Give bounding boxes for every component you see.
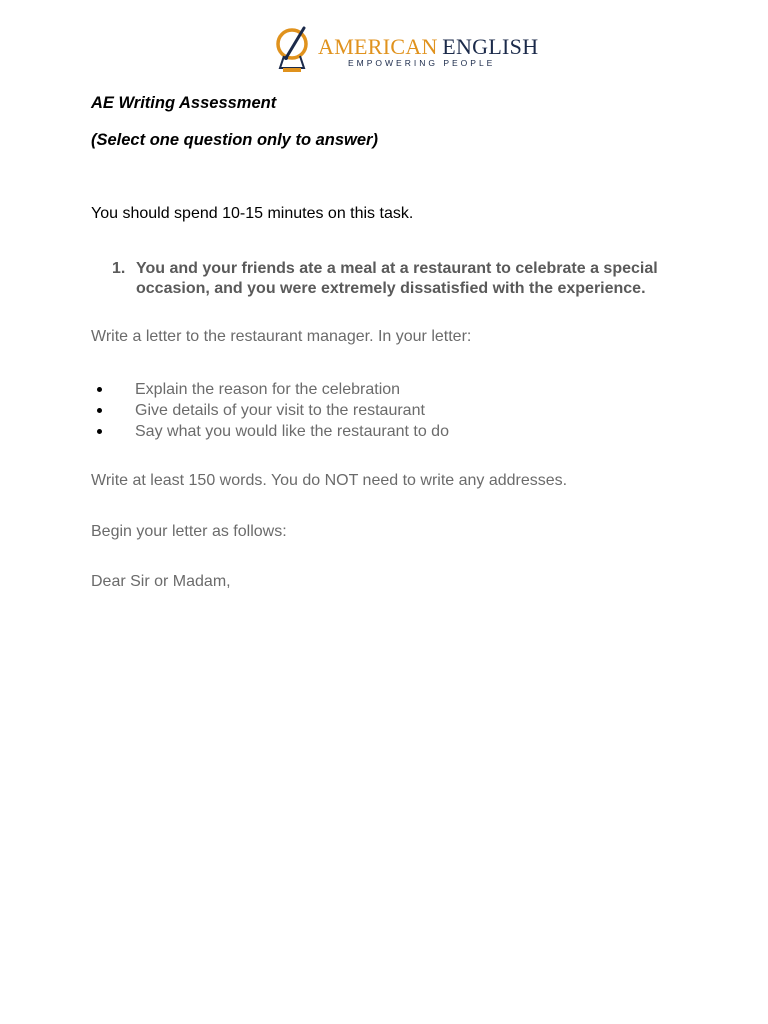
list-item bbox=[91, 400, 449, 421]
word-requirement: Write at least 150 words. You do NOT need to write any addresses. bbox=[91, 472, 568, 489]
list-item bbox=[91, 421, 449, 442]
bullet-text: Give details of your visit to the restaurant bbox=[135, 402, 425, 419]
bullet-icon bbox=[97, 408, 102, 413]
bullet-text: Say what you would like the restaurant to do bbox=[135, 423, 449, 440]
bullet-list bbox=[91, 379, 449, 442]
bullet-icon bbox=[97, 387, 102, 392]
begin-instruction: Begin your letter as follows: bbox=[91, 523, 287, 540]
question-number: 1. bbox=[112, 260, 126, 277]
page-title: AE Writing Assessment bbox=[91, 94, 277, 112]
question-text: You and your friends ate a meal at a restaurant to celebrate a special occasion, and you were extremely dissatisfied with the experience. bbox=[136, 260, 658, 297]
page-subtitle: (Select one question only to answer) bbox=[91, 131, 378, 149]
time-instruction: You should spend 10-15 minutes on this task. bbox=[91, 205, 414, 222]
letter-prompt: Write a letter to the restaurant manager. In your letter: bbox=[91, 328, 472, 345]
question-item bbox=[112, 259, 692, 299]
logo-tagline: EMPOWERING PEOPLE bbox=[348, 58, 496, 68]
globe-pen-logo-icon bbox=[274, 24, 314, 76]
list-item bbox=[91, 379, 449, 400]
bullet-icon bbox=[97, 429, 102, 434]
logo-wordmark bbox=[318, 34, 538, 60]
bullet-text: Explain the reason for the celebration bbox=[135, 381, 401, 398]
american-english-logo bbox=[270, 22, 539, 78]
logo-word-english: ENGLISH bbox=[442, 34, 539, 59]
salutation: Dear Sir or Madam, bbox=[91, 573, 231, 590]
logo-word-american: AMERICAN bbox=[318, 34, 438, 59]
